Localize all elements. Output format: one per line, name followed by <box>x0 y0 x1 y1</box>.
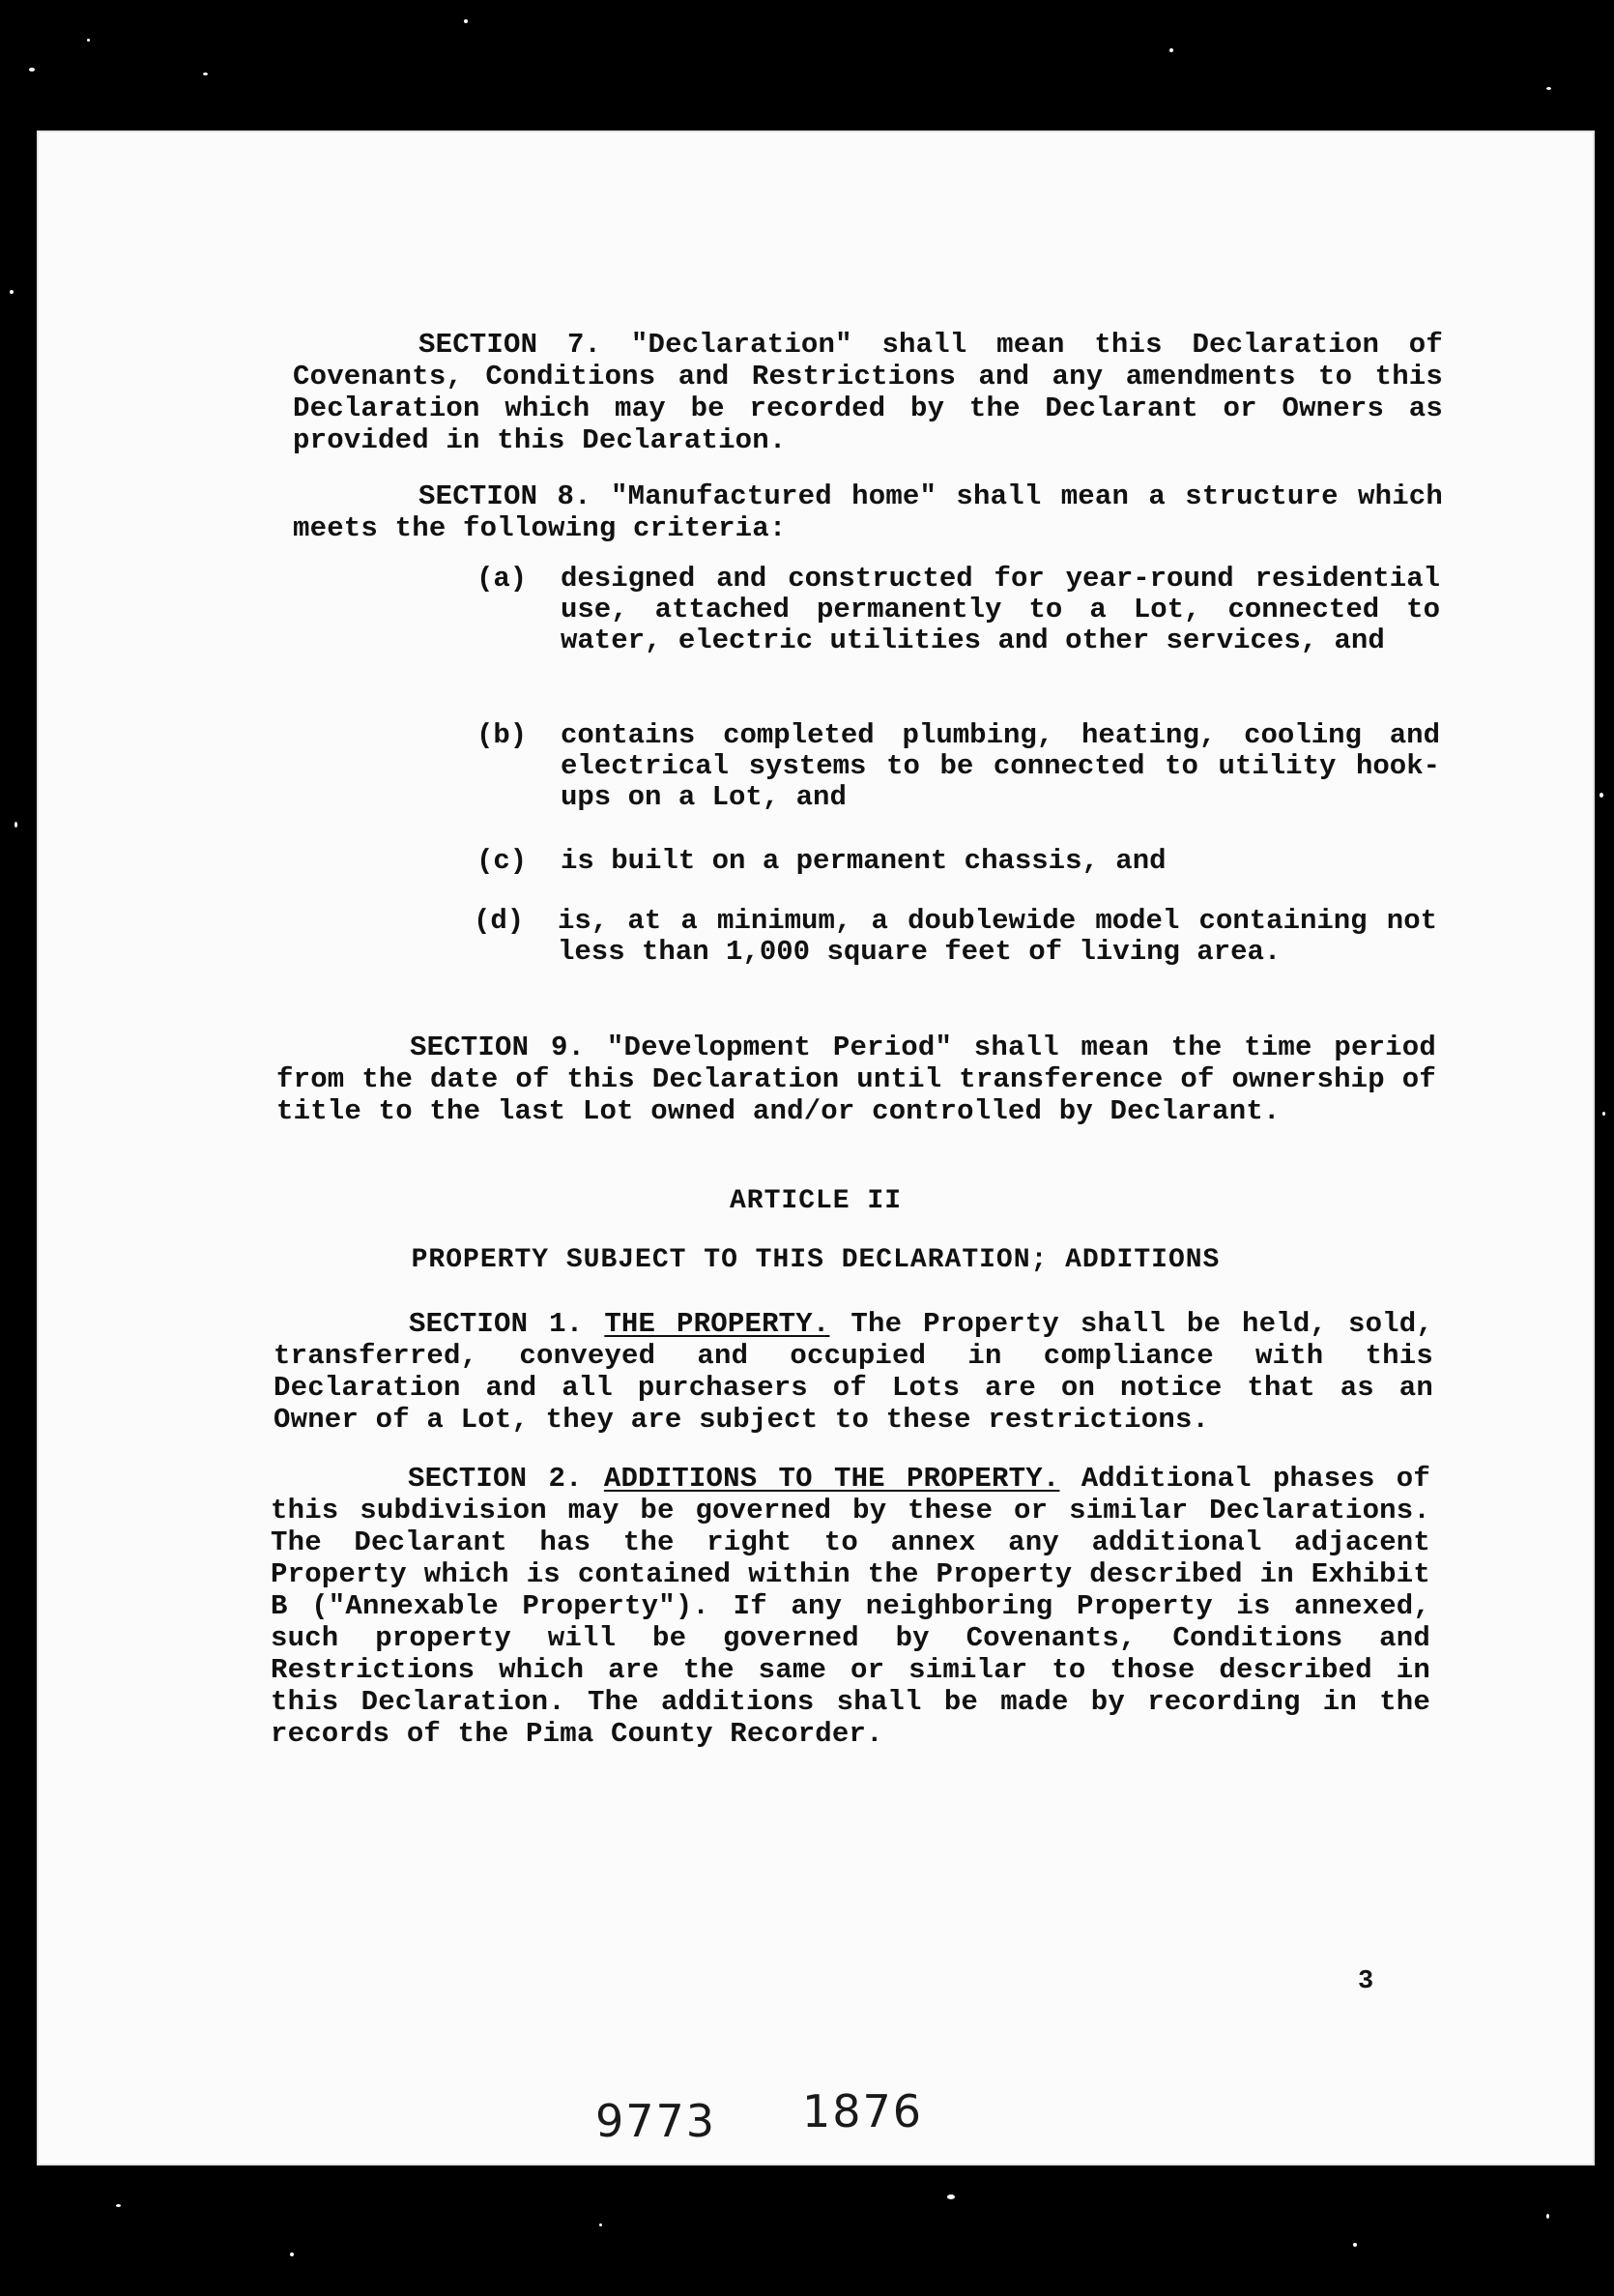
scan-speck <box>87 39 90 42</box>
section-9-label: SECTION 9. <box>410 1032 586 1063</box>
article-title: ARTICLE II <box>729 1186 903 1216</box>
article-2-section-1-label: SECTION 1. <box>409 1308 584 1340</box>
scan-speck <box>290 2252 294 2256</box>
criteria-item-b <box>476 720 1443 817</box>
recording-stamp-right: 1876 <box>802 2085 924 2137</box>
scan-speck <box>1169 48 1173 52</box>
criteria-text: contains completed plumbing, heating, cooling and electrical systems to be connected to utility hook-ups on a Lot, and <box>561 719 1440 813</box>
scan-speck <box>14 822 17 828</box>
page-number: 3 <box>1358 1967 1374 1996</box>
scan-speck <box>599 2223 602 2226</box>
criteria-letter: (a) <box>476 563 528 595</box>
criteria-text: is, at a minimum, a doublewide model containing not less than 1,000 square feet of living area. <box>558 905 1437 968</box>
section-7-label: SECTION 7. <box>418 329 602 361</box>
scan-speck <box>464 19 468 23</box>
scan-speck <box>116 2204 121 2207</box>
article-2-section-1-heading: THE PROPERTY. <box>604 1308 830 1340</box>
section-8-paragraph <box>293 480 1443 544</box>
scan-speck <box>947 2194 955 2199</box>
article-2-section-2-heading: ADDITIONS TO THE PROPERTY. <box>603 1463 1060 1495</box>
criteria-letter: (d) <box>474 905 525 937</box>
scan-speck <box>1353 2243 1357 2247</box>
criteria-letter: (c) <box>476 845 528 877</box>
criteria-text: designed and constructed for year-round residential use, attached permanently to a Lot, connected to water, electric utilities and other services, and <box>561 563 1440 656</box>
scan-speck <box>1602 1112 1605 1116</box>
article-2-section-2-paragraph <box>271 1463 1430 1750</box>
criteria-item-c <box>476 846 1443 885</box>
article-2-section-2-label: SECTION 2. <box>408 1463 583 1495</box>
criteria-text: is built on a permanent chassis, and <box>561 845 1167 877</box>
scan-speck <box>203 73 208 75</box>
section-9-paragraph <box>276 1032 1436 1127</box>
scan-speck <box>29 68 35 72</box>
section-7-paragraph <box>293 329 1443 456</box>
scan-speck <box>1600 793 1603 798</box>
recording-stamp-left: 9773 <box>595 2095 717 2147</box>
article-subtitle: PROPERTY SUBJECT TO THIS DECLARATION; ADDITIONS <box>411 1245 1221 1275</box>
scan-speck <box>10 290 14 294</box>
criteria-letter: (b) <box>476 719 528 751</box>
article-2-section-1-text: The Property shall be held, sold, transferred, conveyed and occupied in compliance with this Declaration and all purchasers of Lots are on notice that as an Owner of a Lot, they are subject to these restrictions. <box>274 1308 1433 1436</box>
scan-speck <box>1546 2214 1549 2219</box>
section-9-text: "Development Period" shall mean the time period from the date of this Declaration until transference of ownership of title to the last Lot owned and/or controlled by Declarant. <box>276 1032 1436 1127</box>
section-8-label: SECTION 8. <box>418 480 591 512</box>
section-7-text: "Declaration" shall mean this Declaration of Covenants, Conditions and Restrictions and any amendments to this Declaration which may be recorded by the Declarant or Owners as provided in this Declaration. <box>293 329 1444 456</box>
criteria-item-a <box>476 564 1443 689</box>
article-2-section-2-text: Additional phases of this subdivision may be governed by these or similar Declarations. The Declarant has the right to annex any additional adjacent Property which is contained within the Property described in Exhibit B ("Annexable Property"). If any neighboring Property is annexed, such property will be governed by Covenants, Conditions and Restrictions which are the same or similar to those described in this Declaration. The additions shall be made by recording in the records of the Pima County Recorder. <box>271 1463 1430 1750</box>
criteria-item-d <box>474 906 1440 1003</box>
document-page <box>37 131 1595 2165</box>
scan-speck <box>1546 87 1551 90</box>
section-8-text: "Manufactured home" shall mean a structure which meets the following criteria: <box>293 480 1444 544</box>
article-2-section-1-paragraph <box>274 1308 1433 1436</box>
